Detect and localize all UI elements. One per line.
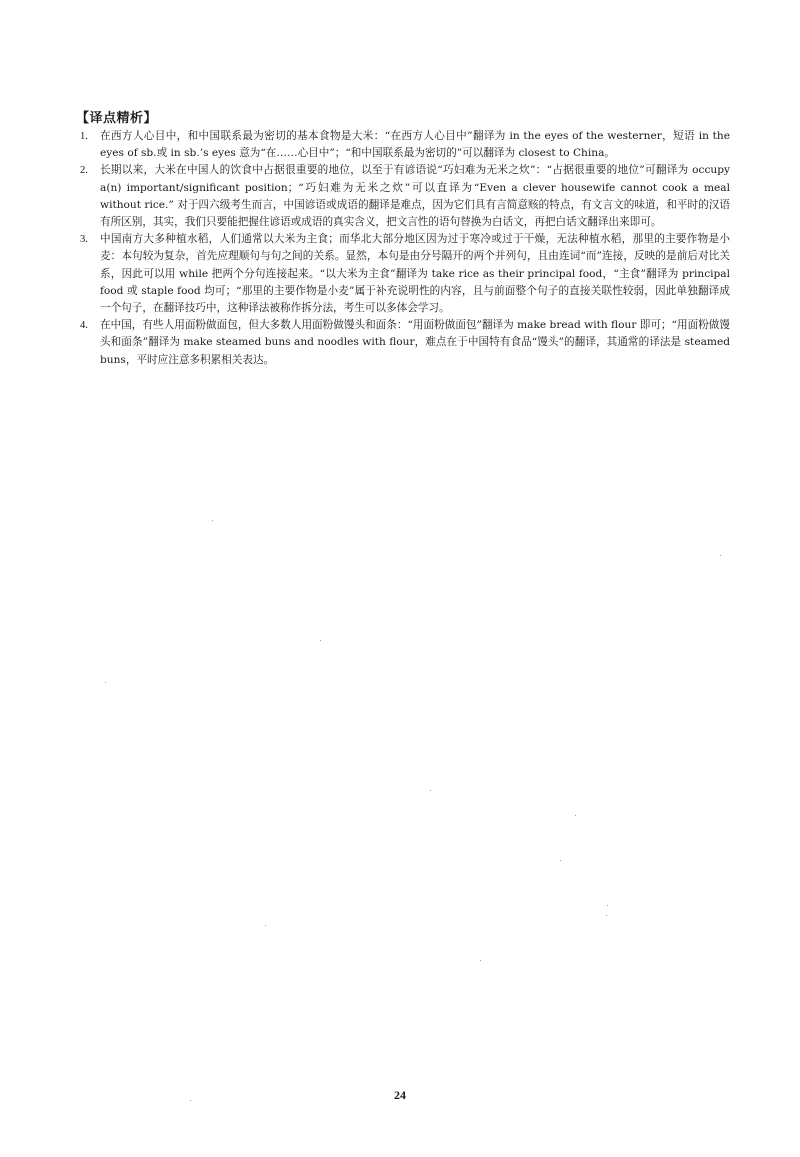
note-number: 1. bbox=[80, 131, 88, 142]
note-number: 3. bbox=[80, 234, 88, 246]
scan-speck bbox=[430, 790, 431, 791]
note-item-1 bbox=[80, 128, 730, 162]
scan-speck bbox=[720, 555, 721, 556]
note-number: 2. bbox=[80, 165, 88, 177]
scan-speck bbox=[606, 915, 607, 916]
scan-speck bbox=[607, 905, 608, 906]
scan-speck bbox=[480, 960, 481, 961]
scan-speck bbox=[575, 815, 576, 816]
note-text: 长期以来，大米在中国人的饮食中占据很重要的地位，以至于有谚语说“巧妇难为无米之炊”：“占据很重要的地位”可翻译为 occupy a(n) important/significant position；“巧妇难为无米之炊”可以直译为“Even a clever housewife cannot cook a meal without rice.” 对于四六级考生而言，中国谚语或成语的翻译是难点，因为它们具有言简意赅的特点，有文言文的味道，和平时的汉语有所区别，其实，我们只要能把握住谚语或成语的真实含义，把文言性的语句替换为白话文，再把白话文翻译出来即可。 bbox=[100, 164, 730, 229]
section-title: 【译点精析】 bbox=[76, 111, 158, 126]
note-item-3 bbox=[80, 231, 730, 317]
page-number: 24 bbox=[394, 1088, 406, 1102]
note-item-2 bbox=[80, 162, 730, 231]
note-text: 中国南方大多种植水稻，人们通常以大米为主食；而华北大部分地区因为过于寒冷或过于干燥，无法种植水稻，那里的主要作物是小麦：本句较为复杂，首先应理顺句与句之间的关系。显然，本句是由分号隔开的两个并列句，且由连词“而”连接，反映的是前后对比关系，因此可以用 while 把两个分句连接起来。“以大米为主食”翻译为 take rice as their principal food，“主食”翻译为 principal food 或 staple food 均可；“那里的主要作物是小麦”属于补充说明性的内容，且与前面整个句子的直接关联性较弱，因此单独翻译成一个句子，在翻译技巧中，这种译法被称作拆分法，考生可以多体会学习。 bbox=[100, 233, 730, 315]
note-number: 4. bbox=[80, 320, 88, 332]
scan-speck bbox=[560, 860, 561, 861]
note-text: 在西方人心目中，和中国联系最为密切的基本食物是大米：“在西方人心目中”翻译为 in the eyes of the westerner，短语 in the eyes of sb.或 in sb.’s eyes 意为“在……心目中”；“和中国联系最为密切的”可以翻译为 closest to China。 bbox=[100, 130, 730, 160]
scan-speck bbox=[265, 925, 266, 926]
note-text: 在中国，有些人用面粉做面包，但大多数人用面粉做馒头和面条：“用面粉做面包”翻译为 make bread with flour 即可；“用面粉做馒头和面条”翻译为 make steamed buns and noodles with flour，难点在于中国特有食品“馒头”的翻译，其通常的译法是 steamed buns，平时应注意多积累相关表达。 bbox=[100, 319, 730, 366]
notes-list bbox=[80, 128, 730, 369]
scan-speck bbox=[320, 640, 321, 641]
scan-speck bbox=[212, 520, 213, 521]
scan-speck bbox=[105, 682, 106, 683]
note-item-4 bbox=[80, 317, 730, 369]
